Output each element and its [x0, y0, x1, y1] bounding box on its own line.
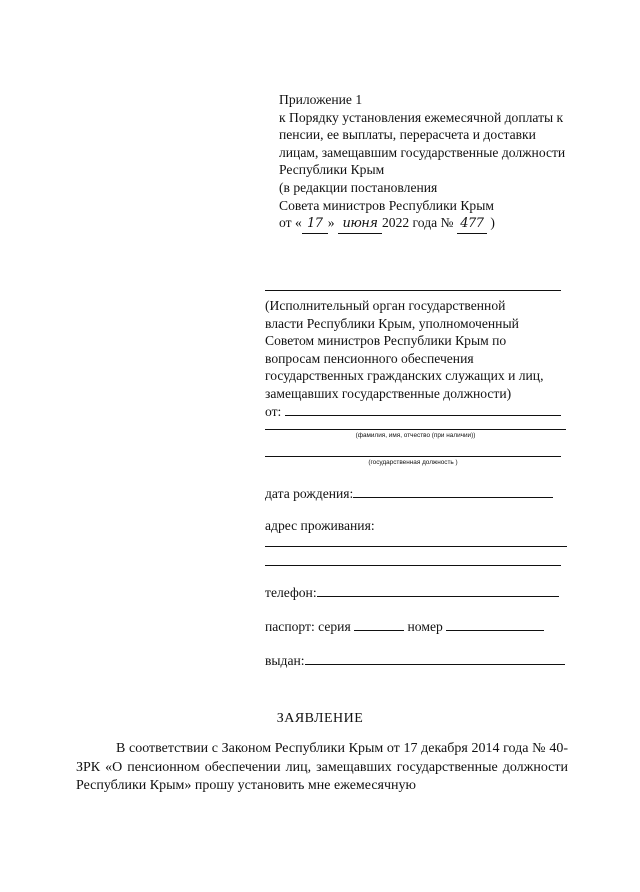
address-field — [265, 518, 375, 534]
birth-date-field — [265, 485, 553, 502]
name-input-line[interactable] — [265, 429, 566, 430]
date-day-handwritten: 17 — [302, 215, 328, 234]
phone-label: телефон: — [265, 585, 317, 600]
date-year: 2022 года № — [381, 215, 454, 231]
addressee-line: Советом министров Республики Крым по — [265, 333, 507, 349]
passport-field — [265, 618, 544, 635]
date-mid: » — [327, 215, 335, 231]
appendix-header — [279, 91, 599, 234]
appendix-line: (в редакции постановления — [279, 179, 438, 195]
birth-date-input-line[interactable] — [353, 485, 553, 498]
issued-label: выдан: — [265, 653, 305, 668]
document-number-handwritten: 477 — [457, 215, 487, 234]
appendix-line: Приложение 1 — [279, 92, 363, 107]
birth-date-label: дата рождения: — [265, 486, 354, 501]
passport-number-label: номер — [407, 619, 443, 634]
address-input-line-1[interactable] — [265, 546, 567, 547]
name-caption: (фамилия, имя, отчество (при наличии)) — [355, 432, 476, 439]
addressee-block — [265, 290, 575, 420]
passport-number-input-line[interactable] — [446, 618, 544, 631]
addressee-line: государственных гражданских служащих и лиц, — [265, 368, 544, 384]
position-input-line[interactable] — [265, 456, 561, 457]
passport-series-input-line[interactable] — [354, 618, 404, 631]
statement-text: В соответствии с Законом Республики Крым от 17 декабря 2014 года № 40-ЗРК «О пенсионном обеспечении лиц, замещавших государственные должности Республики Крым» прошу установить мне ежемесячную — [76, 741, 568, 793]
issued-input-line[interactable] — [305, 652, 565, 665]
phone-field — [265, 584, 559, 601]
from-input-line[interactable] — [285, 403, 561, 416]
statement-paragraph — [76, 740, 568, 796]
addressee-blank-line — [265, 290, 561, 291]
address-label: адрес проживания: — [265, 518, 375, 533]
appendix-line: лицам, замещавшим государственные должности — [279, 144, 566, 160]
addressee-line: вопросам пенсионного обеспечения — [265, 350, 474, 366]
addressee-line: (Исполнительный орган государственной — [265, 298, 506, 313]
date-suffix: ) — [490, 215, 495, 231]
appendix-line: Республики Крым — [279, 162, 385, 178]
from-label: от: — [265, 403, 282, 419]
addressee-line: власти Республики Крым, уполномоченный — [265, 315, 519, 331]
appendix-line: пенсии, ее выплаты, перерасчета и доставки — [279, 127, 536, 143]
issued-field — [265, 652, 565, 669]
appendix-line: Совета министров Республики Крым — [279, 197, 494, 213]
appendix-line: к Порядку установления ежемесячной доплаты к — [279, 109, 564, 125]
statement-title: ЗАЯВЛЕНИЕ — [276, 711, 364, 726]
addressee-line: замещавших государственные должности) — [265, 385, 512, 401]
position-caption: (государственная должность ) — [368, 459, 458, 466]
date-month-handwritten: июня — [338, 215, 382, 234]
from-field — [265, 403, 575, 421]
phone-input-line[interactable] — [317, 584, 559, 597]
date-prefix: от « — [279, 215, 302, 231]
passport-series-label: паспорт: серия — [265, 619, 351, 634]
appendix-date-line — [279, 214, 599, 234]
address-input-line-2[interactable] — [265, 565, 561, 566]
